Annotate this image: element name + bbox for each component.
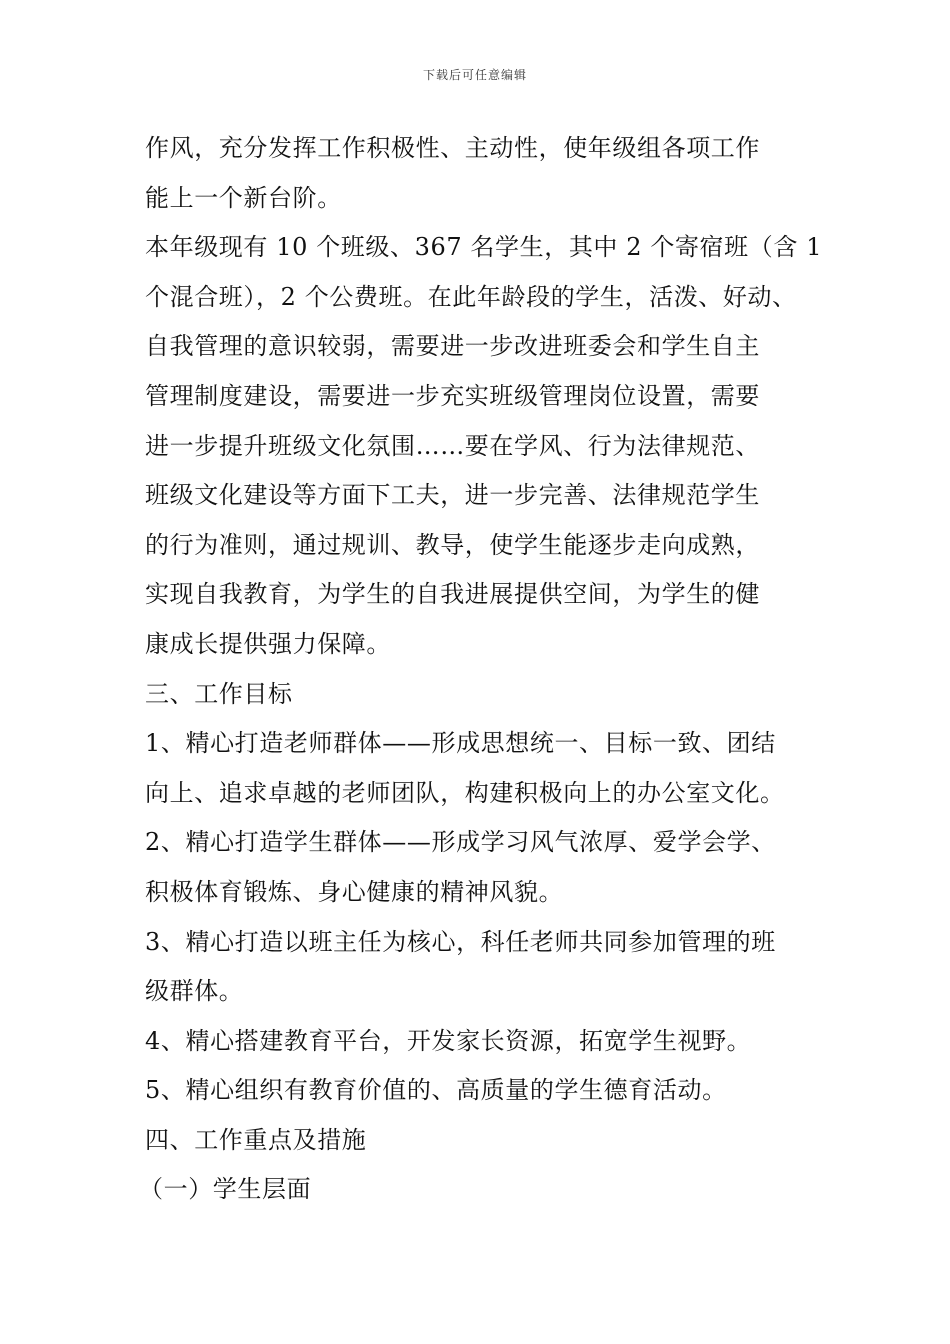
goal-item: 1、精心打造老师群体——形成思想统一、目标一致、团结 (145, 729, 776, 758)
paragraph-line: 个混合班），2 个公费班。在此年龄段的学生，活泼、好动、 (145, 282, 797, 311)
paragraph-line: 自我管理的意识较弱，需要进一步改进班委会和学生自主 (145, 332, 760, 361)
section-heading: 四、工作重点及措施 (145, 1125, 367, 1154)
paragraph-line: 班级文化建设等方面下工夫，进一步完善、法律规范学生 (145, 481, 760, 510)
goal-item: 级群体。 (145, 977, 244, 1006)
goal-item: 3、精心打造以班主任为核心，科任老师共同参加管理的班 (145, 927, 776, 956)
goal-item: 向上、追求卓越的老师团队，构建积极向上的办公室文化。 (145, 778, 785, 807)
paragraph-line: 进一步提升班级文化氛围……要在学风、行为法律规范、 (145, 431, 760, 460)
goal-item: 2、精心打造学生群体——形成学习风气浓厚、爱学会学、 (145, 828, 776, 857)
section-heading: 三、工作目标 (145, 679, 293, 708)
paragraph-line: 本年级现有 10 个班级、367 名学生，其中 2 个寄宿班（含 1 (145, 233, 823, 262)
paragraph-line: 作风，充分发挥工作积极性、主动性，使年级组各项工作 (145, 134, 760, 162)
paragraph-line: 实现自我教育，为学生的自我进展提供空间，为学生的健 (145, 580, 760, 609)
paragraph-line: 康成长提供强力保障。 (145, 629, 391, 658)
paragraph-line: 的行为准则，通过规训、教导，使学生能逐步走向成熟， (145, 530, 760, 559)
goal-item: 4、精心搭建教育平台，开发家长资源，拓宽学生视野。 (145, 1026, 752, 1055)
goal-item: 5、精心组织有教育价值的、高质量的学生德育活动。 (145, 1076, 727, 1105)
paragraph-line: 能上一个新台阶。 (145, 183, 342, 212)
paragraph-line: 管理制度建设，需要进一步充实班级管理岗位设置，需要 (145, 381, 760, 410)
page-header: 下载后可任意编辑 (422, 68, 527, 82)
subsection-heading: （一）学生层面 (139, 1175, 312, 1204)
document-body (139, 124, 845, 1215)
goal-item: 积极体育锻炼、身心健康的精神风貌。 (145, 877, 564, 906)
